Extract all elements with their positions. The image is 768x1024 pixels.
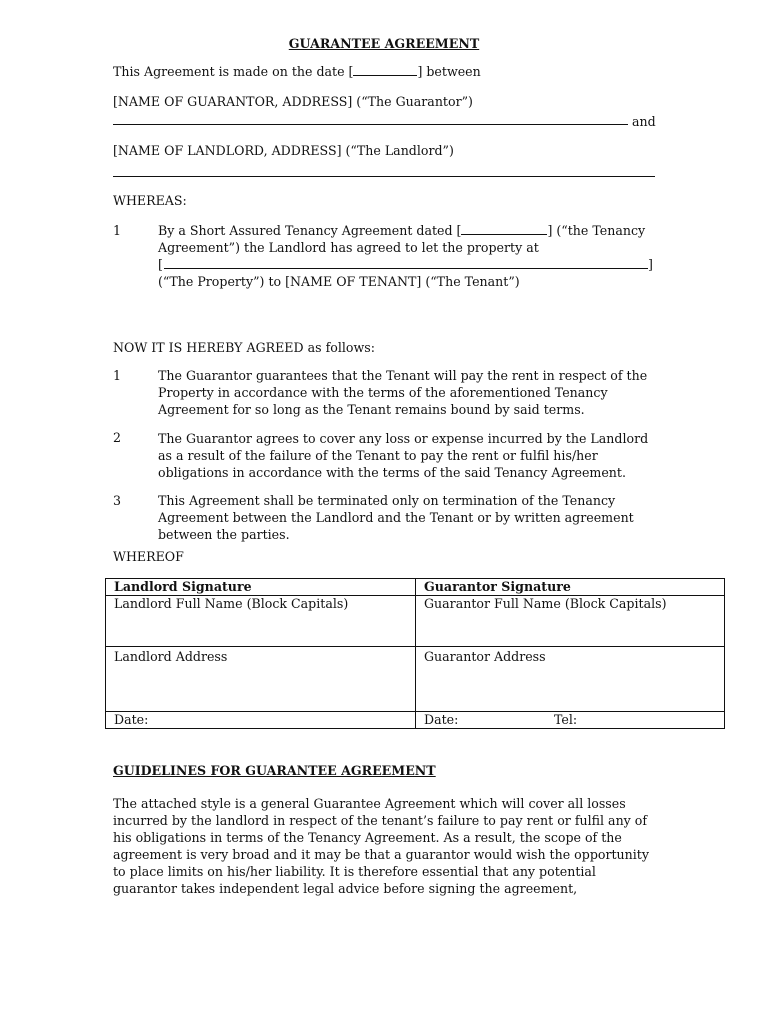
table-row bbox=[106, 647, 725, 712]
guarantor-line: [NAME OF GUARANTOR, ADDRESS] (“The Guarantor”) bbox=[113, 94, 473, 109]
landlord-address-rule bbox=[113, 176, 655, 177]
agreed-heading: NOW IT IS HEREBY AGREED as follows: bbox=[113, 340, 375, 355]
tel-label: Tel: bbox=[554, 712, 578, 727]
clause-number: 1 bbox=[113, 368, 122, 383]
landlord-line: [NAME OF LANDLORD, ADDRESS] (“The Landlord”) bbox=[113, 143, 454, 158]
guarantor-signature-cell: Guarantor Signature bbox=[416, 579, 725, 596]
clause-number: 3 bbox=[113, 493, 122, 508]
whereas-item bbox=[158, 222, 668, 290]
made-on-prefix: This Agreement is made on the date [ bbox=[113, 64, 354, 79]
clause-text: The Guarantor guarantees that the Tenant will pay the rent in respect of the Property in accordance with the terms of the aforementioned Tenancy Agreement for so long as the Tenant remains bound by said terms. bbox=[158, 368, 648, 417]
landlord-signature-cell: Landlord Signature bbox=[106, 579, 416, 596]
signature-table bbox=[105, 578, 725, 729]
landlord-full-name-cell: Landlord Full Name (Block Capitals) bbox=[106, 596, 416, 647]
table-row bbox=[106, 712, 725, 729]
guidelines-heading: GUIDELINES FOR GUARANTEE AGREEMENT bbox=[113, 763, 436, 778]
landlord-date-cell: Date: bbox=[106, 712, 416, 729]
clause-number: 2 bbox=[113, 430, 122, 445]
guarantor-full-name-cell: Guarantor Full Name (Block Capitals) bbox=[416, 596, 725, 647]
table-row bbox=[106, 579, 725, 596]
clause-text: This Agreement shall be terminated only on termination of the Tenancy Agreement between the Landlord and the Tenant or by written agreement between the parties. bbox=[158, 493, 634, 542]
and-word: and bbox=[632, 114, 656, 129]
property-address-blank bbox=[164, 258, 648, 269]
tenancy-date-blank bbox=[461, 224, 547, 235]
bracket-open: [ bbox=[158, 257, 163, 272]
guarantor-date-label: Date: bbox=[424, 712, 459, 727]
whereas-text-line3: (“The Property”) to [NAME OF TENANT] (“The Tenant”) bbox=[158, 274, 520, 289]
whereas-text-line2: Agreement”) the Landlord has agreed to let the property at bbox=[158, 240, 539, 255]
table-row bbox=[106, 596, 725, 647]
whereas-text-prefix: By a Short Assured Tenancy Agreement dated [ bbox=[158, 223, 462, 238]
guarantor-address-rule bbox=[113, 124, 628, 125]
whereas-item-number: 1 bbox=[113, 223, 122, 238]
landlord-address-cell: Landlord Address bbox=[106, 647, 416, 712]
bracket-close: ] bbox=[648, 257, 653, 272]
made-on-line bbox=[113, 64, 481, 80]
whereas-text-suffix: ] (“the Tenancy bbox=[547, 223, 646, 238]
guarantor-address-cell: Guarantor Address bbox=[416, 647, 725, 712]
guidelines-body: The attached style is a general Guarantee Agreement which will cover all losses incurred by the landlord in respect of the tenant’s failure to pay rent or fulfil any of his obligations in terms of the Tenancy Agreement. As a result, the scope of the agreement is very broad and it may be that a guarantor would wish the opportunity to place limits on his/her liability. It is therefore essential that any potential guarantor takes independent legal advice before signing the agreement, bbox=[113, 796, 649, 896]
guarantor-date-tel-cell bbox=[416, 712, 725, 729]
clause-text: The Guarantor agrees to cover any loss or expense incurred by the Landlord as a result of the failure of the Tenant to pay the rent or fulfil his/her obligations in accordance with the terms of the said Tenancy Agreement. bbox=[158, 431, 649, 480]
whereof-heading: WHEREOF bbox=[113, 549, 184, 564]
made-on-suffix: ] between bbox=[417, 64, 481, 79]
document-title: GUARANTEE AGREEMENT bbox=[288, 36, 480, 51]
whereas-heading: WHEREAS: bbox=[113, 193, 187, 208]
date-blank bbox=[353, 65, 417, 76]
